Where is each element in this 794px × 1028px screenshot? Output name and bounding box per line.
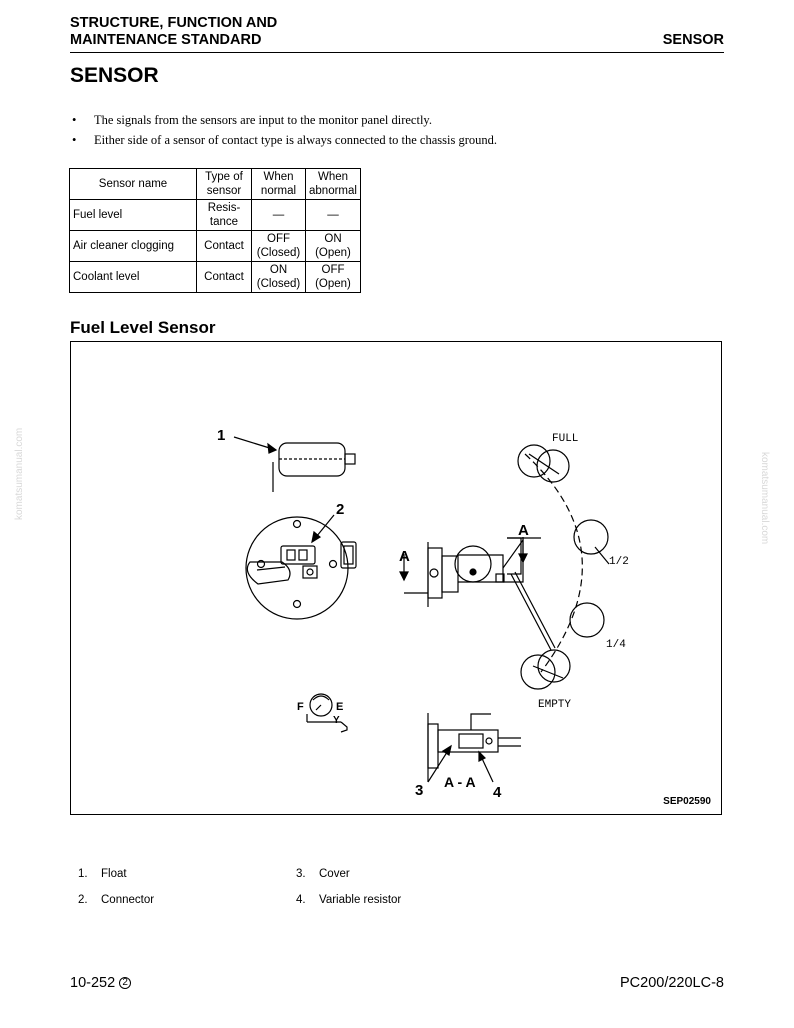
- page-number-text: 10-252: [70, 975, 116, 991]
- gauge-half-label: 1/2: [609, 556, 629, 568]
- legend-item: 4. Variable resistor: [296, 894, 402, 906]
- cell-sensor-name: Air cleaner clogging: [70, 231, 197, 262]
- col-header-abnormal: When abnormal: [306, 169, 361, 200]
- cell-abnormal: OFF (Open): [306, 262, 361, 293]
- chapter-header: SENSOR: [662, 32, 724, 48]
- cell-type: Contact: [197, 231, 252, 262]
- cell-sensor-name: Coolant level: [70, 262, 197, 293]
- bullet-text: Either side of a sensor of contact type is always connected to the chassis ground.: [94, 133, 498, 147]
- section-subtitle: Fuel Level Sensor: [70, 318, 216, 337]
- float-drawing: [273, 443, 355, 492]
- callout-2: 2: [336, 501, 345, 518]
- legend-item: 1. Float: [78, 868, 127, 880]
- watermark-right: komatsumanual.com: [759, 452, 770, 545]
- fuel-level-sensor-figure: [70, 341, 722, 815]
- float-travel-arc: [518, 445, 609, 689]
- header-rule: [70, 52, 724, 53]
- cell-type: Resis- tance: [197, 200, 252, 231]
- parts-legend-left: [78, 868, 278, 920]
- table-row: [70, 231, 361, 262]
- section-mark-right: A: [518, 522, 529, 539]
- flange-drawing: [246, 517, 356, 619]
- cell-abnormal: —: [306, 200, 361, 231]
- circuit-f-label: F: [297, 701, 304, 713]
- gauge-empty-label: EMPTY: [538, 699, 572, 711]
- revision-badge: 2: [119, 977, 131, 989]
- sensor-table: [69, 168, 361, 293]
- section-header-line1: STRUCTURE, FUNCTION AND: [70, 15, 278, 31]
- gauge-quarter-label: 1/4: [606, 639, 626, 651]
- circuit-e-label: E: [336, 701, 344, 713]
- col-header-sensor-name: Sensor name: [70, 169, 197, 200]
- table-header-row: [70, 169, 361, 200]
- cell-normal: —: [252, 200, 306, 231]
- section-mark-left: A: [399, 548, 410, 565]
- gauge-full-label: FULL: [552, 433, 579, 445]
- figure-code: SEP02590: [663, 796, 711, 807]
- section-header: [70, 15, 277, 49]
- bullet-dot: •: [72, 113, 77, 127]
- sensor-drawing: [71, 342, 723, 816]
- table-row: [70, 200, 361, 231]
- callout-4: 4: [493, 784, 502, 801]
- section-a-a-drawing: [428, 713, 521, 782]
- cell-abnormal: ON (Open): [306, 231, 361, 262]
- cell-normal: OFF (Closed): [252, 231, 306, 262]
- bullet-dot: •: [72, 133, 77, 147]
- bullet-item: [70, 130, 497, 150]
- bullet-list: [70, 110, 497, 150]
- col-header-normal: When normal: [252, 169, 306, 200]
- watermark-left: komatsumanual.com: [14, 427, 25, 520]
- callout-3: 3: [415, 782, 424, 799]
- circuit-symbol: [307, 694, 347, 732]
- page-number: [70, 975, 131, 991]
- legend-item: 3. Cover: [296, 868, 350, 880]
- cell-sensor-name: Fuel level: [70, 200, 197, 231]
- cell-type: Contact: [197, 262, 252, 293]
- section-label: A - A: [444, 774, 476, 790]
- legend-item: 2. Connector: [78, 894, 155, 906]
- circuit-y-label: Y: [333, 715, 340, 726]
- side-view-drawing: [400, 537, 555, 650]
- section-header-line2: MAINTENANCE STANDARD: [70, 32, 262, 48]
- cell-normal: ON (Closed): [252, 262, 306, 293]
- parts-legend-right: [296, 868, 496, 920]
- page-title: SENSOR: [70, 64, 159, 87]
- bullet-item: [70, 110, 497, 130]
- bullet-text: The signals from the sensors are input to the monitor panel directly.: [94, 113, 432, 127]
- callout-1: 1: [217, 427, 226, 444]
- col-header-type: Type of sensor: [197, 169, 252, 200]
- model-number: PC200/220LC-8: [620, 975, 724, 991]
- table-row: [70, 262, 361, 293]
